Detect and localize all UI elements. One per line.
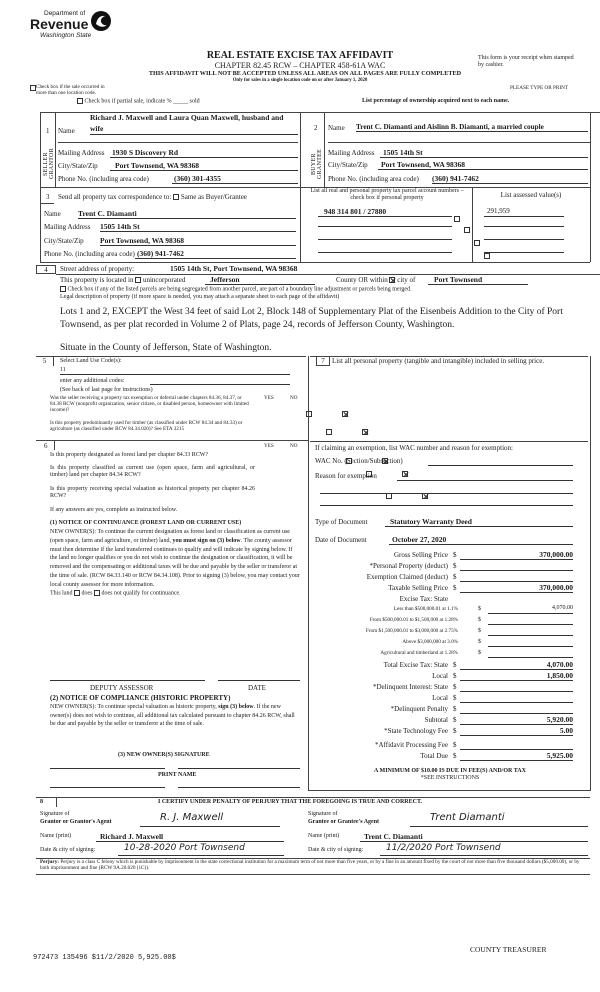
currency-symbol: $	[478, 650, 481, 656]
document-date-field[interactable]: October 27, 2020	[389, 535, 573, 545]
segregated-parcel-label: Check box if any of the listed parcels are being segregated from another parcel, are part of a boundary line adjustment or parcels being merged.	[67, 286, 412, 293]
delinquent-interest-local-field[interactable]	[460, 693, 573, 703]
assessed-value-field[interactable]	[484, 217, 564, 227]
tier-value-field[interactable]	[488, 627, 573, 636]
perjury-notice-text: Perjury is a class C felony which is punishable by imprisonment in the state correctional institution for a maximum term of not more than five years, or by a fine in an amount fixed by the court of not more than five thousand dollars ($5,000.00), or by both imprisonment and fine (RCW 9A.20.020 (1C)).	[40, 859, 580, 871]
seller-name-line1[interactable]: Richard J. Maxwell and Laura Quan Maxwell, husband and	[90, 113, 284, 122]
correspondence-name-label: Name	[44, 210, 61, 218]
seller-side-label: SELLER GRANTOR	[43, 148, 55, 180]
parcel-number-field[interactable]	[318, 217, 452, 227]
personal-property-checkbox[interactable]	[464, 227, 470, 233]
city-of-label: city of	[397, 276, 416, 284]
exemption-reason-line3[interactable]	[320, 497, 573, 506]
currency-symbol: $	[453, 584, 457, 592]
state-technology-fee-field[interactable]: 5.00	[460, 726, 573, 736]
buyer-phone-label: Phone No. (including area code)	[328, 175, 419, 183]
assessed-value-field[interactable]	[484, 230, 564, 240]
grantor-name-print-label: Name (print)	[40, 833, 72, 839]
grantor-date-city-label: Date & city of signing:	[40, 847, 96, 853]
personal-property-label: List all personal property (tangible and intangible) included in selling price.	[332, 357, 545, 365]
logo-washington-state: Washington State	[40, 32, 92, 39]
seller-section-number: 1	[46, 127, 50, 135]
section5-question-exemption: Was the seller receiving a property tax exemption or deferral under chapters 84.36, 84.37, or 84.38 RCW (nonprofit organization, senior citizen, or disabled person, homeowner with limited income)?	[50, 395, 249, 413]
section5-question-timber: Is this property predominantly used for timber (as classified under RCW 84.34 and 84.33) or agriculture (as classified under RCW 84.34.020)? See ETA 3215	[50, 420, 243, 432]
currency-symbol: $	[453, 573, 457, 581]
deputy-assessor-signature-line[interactable]	[50, 680, 205, 681]
correspondence-phone-field[interactable]: (360) 941-7462	[135, 249, 296, 259]
perjury-notice-label: Perjury:	[40, 859, 60, 865]
additional-codes-label: enter any additional codes:	[60, 378, 125, 384]
section5-yes-header: YES	[264, 395, 274, 401]
grantee-date-city-label: Date & city of signing:	[308, 847, 364, 853]
exemption-reason-label: Reason for exemption	[315, 472, 377, 480]
notice-continuance-body	[50, 528, 300, 590]
gross-selling-price-field[interactable]: 370,000.00	[460, 550, 573, 560]
perjury-notice	[40, 860, 590, 872]
affidavit-processing-fee-field[interactable]	[460, 740, 573, 750]
affidavit-processing-fee-label: *Affidavit Processing Fee	[375, 741, 448, 749]
currency-symbol: $	[453, 683, 457, 691]
subtotal-field[interactable]: 5,920.00	[460, 715, 573, 725]
assessed-value-field[interactable]	[484, 243, 564, 253]
situate-text[interactable]: Situate in the County of Jefferson, State of Washington.	[60, 343, 272, 353]
county-treasurer-label: COUNTY TREASURER	[470, 945, 547, 954]
exemption-claimed-label: Exemption Claimed (deduct)	[366, 573, 448, 581]
notice-continuance-body-a: NEW OWNER(S): To continue the current designation as forest land or classification as current use (open space, farm and agriculture, or timber) land,	[50, 529, 290, 544]
document-type-label: Type of Document	[315, 518, 368, 526]
correspondence-label	[58, 193, 247, 202]
tier-label: Agricultural and timberland at 1.28%	[380, 650, 458, 656]
logo-revenue: Revenue	[30, 16, 89, 32]
buyer-phone-field[interactable]: (360) 941-7462	[432, 174, 588, 184]
section5-no-header: NO	[290, 395, 298, 401]
correspondence-address-field[interactable]: 1505 14th St	[100, 222, 296, 232]
notice-continuance-title: (1) NOTICE OF CONTINUANCE (FOREST LAND OR CURRENT USE)	[50, 520, 242, 526]
parcels-header: List all real and personal property tax parcel account numbers – check box if personal property	[310, 188, 464, 202]
grantee-signature-label-1: Signature of	[308, 811, 338, 817]
delinquent-penalty-field[interactable]	[460, 704, 573, 714]
parcel-number-field[interactable]: 948 314 801 / 27880	[318, 207, 452, 217]
correspondence-section-number: 3	[46, 193, 50, 201]
exemption-yes-checkbox[interactable]	[306, 411, 312, 417]
currency-symbol: $	[453, 705, 457, 713]
print-name-line[interactable]	[178, 787, 300, 788]
print-name-label: PRINT NAME	[158, 772, 197, 778]
tier-value-field[interactable]	[488, 616, 573, 625]
correspondence-name-field[interactable]: Trent C. Diamanti	[78, 209, 296, 219]
delinquent-interest-local-label: Local	[432, 694, 448, 702]
does-not-qualify-checkbox[interactable]	[94, 590, 100, 596]
taxable-selling-price-field[interactable]: 370,000.00	[460, 583, 573, 593]
buyer-address-label: Mailing Address	[328, 149, 375, 157]
seller-address-field[interactable]: 1930 S Discovery Rd	[110, 148, 298, 158]
currency-symbol: $	[478, 628, 481, 634]
delinquent-interest-state-field[interactable]	[460, 682, 573, 692]
partial-sale-label: Check box if partial sale, indicate % _____ sold	[84, 98, 200, 105]
assessor-date-label: DATE	[248, 684, 266, 692]
tier-value-field[interactable]: 4,070.00	[488, 605, 573, 614]
seller-city-label: City/State/Zip	[58, 162, 98, 170]
gross-selling-price-label: Gross Selling Price	[393, 551, 448, 559]
parcel-number-field[interactable]	[318, 243, 452, 253]
this-land-label: This land	[50, 590, 73, 597]
legal-description-label: Legal description of property (if more space is needed, you may attach a separate sheet to each page of the affidavit)	[60, 294, 340, 300]
notice-continuance-bold: you must sign on (3) below	[172, 537, 241, 544]
currency-symbol: $	[453, 672, 457, 680]
excise-local-label: Local	[432, 672, 448, 680]
tier-value-field[interactable]	[488, 649, 573, 658]
perjury-certification: I CERTIFY UNDER PENALTY OF PERJURY THAT THE FOREGOING IS TRUE AND CORRECT.	[158, 799, 423, 805]
dor-swirl-icon	[90, 10, 112, 32]
currency-symbol: $	[478, 639, 481, 645]
segregated-parcel-checkbox[interactable]	[60, 286, 66, 292]
county-field[interactable]: Jefferson	[205, 275, 315, 285]
section6-number: 6	[44, 442, 48, 450]
correspondence-city-field[interactable]: Port Townsend, WA 98368	[100, 236, 296, 246]
section6-yes-header: YES	[264, 443, 274, 449]
document-date-label: Date of Document	[315, 536, 367, 544]
partial-sale-box[interactable]	[77, 98, 83, 104]
currency-symbol: $	[453, 694, 457, 702]
wac-number-field[interactable]	[428, 457, 573, 466]
form-title: REAL ESTATE EXCISE TAX AFFIDAVIT	[206, 50, 394, 61]
assessed-value-field[interactable]: 291,959	[484, 207, 564, 217]
grantor-signature-label-1: Signature of	[40, 811, 70, 817]
assessed-value-header: List assessed value(s)	[500, 191, 562, 199]
exemption-reason-line2[interactable]	[320, 485, 573, 494]
dor-logo	[30, 10, 110, 46]
see-instructions-note: *SEE INSTRUCTIONS	[420, 775, 480, 781]
tier-label: Above $3,000,000 at 3.0%	[402, 639, 458, 645]
personal-property-checkbox[interactable]	[454, 216, 460, 222]
section8-number: 8	[40, 799, 43, 805]
currency-symbol: $	[478, 606, 481, 612]
total-excise-state-label: Total Excise Tax: State	[383, 661, 448, 669]
buyer-address-field[interactable]: 1505 14th St	[380, 148, 588, 158]
does-qualify-checkbox[interactable]	[74, 590, 80, 596]
personal-property-field[interactable]	[332, 380, 582, 438]
land-use-label: Select Land Use Code(s):	[60, 358, 122, 364]
currency-symbol: $	[453, 752, 457, 760]
section5-number: 5	[36, 357, 54, 366]
section5-instructions: (See back of last page for instructions)	[60, 387, 153, 393]
grantor-name-print-field[interactable]: Richard J. Maxwell	[96, 832, 284, 842]
notice-continuance-body-b: . The county assessor must then determine if the land transferred continues to qualify and will indicate by signing below. If the land no longer qualifies or you do not wish to continue the designation or classification, it will be removed and the compensating or additional taxes will be due and payable by the seller or transferor at the time of sale. (RCW 84.33.140 or RCW 84.34.108). Prior to signing (3) below, you may contact your local county assessor for more information.	[50, 537, 300, 588]
does-not-label: does not qualify for continuance.	[101, 590, 181, 597]
section6-question-forest: Is this property designated as forest land per chapter 84.33 RCW?	[50, 452, 209, 458]
ownership-note: List percentage of ownership acquired next to each name.	[362, 98, 510, 104]
currency-symbol: $	[453, 562, 457, 570]
total-due-field[interactable]: 5,925.00	[460, 751, 573, 761]
notice-compliance-bold: sign (3) below	[218, 704, 254, 710]
delinquent-penalty-label: *Delinquent Penalty	[390, 705, 448, 713]
additional-codes-field[interactable]	[150, 378, 290, 385]
parcel-number-field[interactable]	[318, 230, 452, 240]
unincorporated-label: unincorporated	[142, 276, 186, 284]
form-only-for: Only for sales in a single location code on or after January 1, 2020	[232, 78, 368, 83]
total-excise-state-field[interactable]: 4,070.00	[460, 660, 573, 670]
document-type-field[interactable]: Statutory Warranty Deed	[385, 517, 573, 527]
excise-tax-state-label: Excise Tax: State	[399, 595, 448, 603]
grantee-name-print-label: Name (print)	[308, 833, 340, 839]
state-technology-fee-label: *State Technology Fee	[384, 727, 448, 735]
section7-number: 7	[316, 357, 330, 366]
currency-symbol: $	[453, 741, 457, 749]
if-yes-instruction: If any answers are yes, complete as instructed below.	[50, 507, 178, 513]
subtotal-label: Subtotal	[424, 716, 448, 724]
currency-symbol: $	[478, 617, 481, 623]
seller-city-field[interactable]: Port Townsend, WA 98368	[110, 161, 298, 171]
notice-compliance-body-b: . If the new owner(s) does not wish to continue, all additional tax calculated pursuant to chapter 84.26 RCW, shall be due and payable by the seller or transferor at the time of sale.	[50, 704, 295, 727]
correspondence-address-label: Mailing Address	[44, 223, 91, 231]
exemption-reason-field[interactable]	[397, 472, 573, 481]
county-or-within-row	[336, 276, 415, 285]
please-type-or-print: PLEASE TYPE OR PRINT	[510, 85, 568, 91]
section6-no-header: NO	[290, 443, 298, 449]
buyer-section-number: 2	[314, 124, 318, 132]
currency-symbol: $	[453, 661, 457, 669]
street-address-label: Street address of property:	[60, 265, 135, 273]
legal-description-text[interactable]: Lots 1 and 2, EXCEPT the West 34 feet of said Lot 2, Block 148 of Supplementary Plat of the Eisenbeis Addition to the City of Port Townsend, as per plat recorded in Volume 2 of Plats, page 24, records of Jefferson County, Washington.	[60, 307, 563, 330]
grantee-date-city-field[interactable]: 11/2/2020 Port Townsend	[380, 843, 588, 856]
buyer-city-label: City/State/Zip	[328, 161, 368, 169]
grantee-signature-label-2: Grantee or Grantee's Agent	[308, 819, 380, 825]
grantor-date-city-field[interactable]: 10-28-2020 Port Townsend	[118, 843, 284, 856]
multi-location-label: Check box if the sale occurred in more than one location code.	[36, 84, 105, 96]
segregated-parcel-row	[60, 286, 412, 294]
tier-label: Less than $500,000.01 at 1.1%	[393, 606, 458, 612]
minimum-due-note: A MINIMUM OF $10.00 IS DUE IN FEE(S) AND/OR TAX	[374, 768, 526, 774]
seller-name-label: Name	[58, 127, 75, 135]
street-address-field[interactable]: 1505 14th St, Port Townsend, WA 98368	[170, 264, 298, 273]
buyer-side-label: BUYER GRANTEE	[311, 148, 323, 180]
correspondence-label-text: Send all property tax correspondence to:	[58, 193, 172, 201]
form-subtitle: CHAPTER 82.45 RCW – CHAPTER 458-61A WAC	[214, 61, 386, 70]
same-as-buyer-checkbox[interactable]	[173, 194, 179, 200]
multi-location-checkbox[interactable]	[36, 85, 116, 97]
seller-phone-field[interactable]: (360) 301-4355	[172, 174, 298, 184]
county-or-within-label: County OR within	[336, 276, 388, 284]
unincorporated-checkbox[interactable]	[135, 277, 141, 283]
within-city-checkbox[interactable]	[389, 277, 395, 283]
buyer-city-field[interactable]: Port Townsend, WA 98368	[378, 160, 588, 170]
tier-label: From $500,000.01 to $1,500,000 at 1.28%	[369, 617, 458, 623]
land-use-code-field[interactable]: 11	[60, 367, 290, 375]
seller-name-line2[interactable]: wife	[90, 124, 298, 135]
seller-address-label: Mailing Address	[58, 149, 105, 157]
grantee-name-print-field[interactable]: Trent C. Diamanti	[360, 832, 588, 842]
multi-location-box[interactable]	[30, 85, 36, 91]
receipt-stamp: 972473 135496 $11/2/2020 5,925.00$	[33, 954, 176, 962]
delinquent-interest-state-label: *Delinquent Interest: State	[372, 683, 448, 691]
logo-dept-of: Department of	[44, 10, 86, 17]
notice-compliance-body	[50, 703, 300, 729]
new-owner-signature-label: (3) NEW OWNER(S) SIGNATURE	[118, 752, 210, 758]
located-in-label: This property is located in	[60, 276, 134, 284]
new-owner-print-name-line[interactable]	[178, 768, 300, 769]
located-in-row	[60, 276, 185, 285]
grantee-signature-field[interactable]: Trent Diamanti	[410, 812, 588, 827]
notice-compliance-title: (2) NOTICE OF COMPLIANCE (HISTORIC PROPERTY)	[50, 694, 231, 702]
receipt-note: This form is your receipt when stamped by cashier.	[478, 55, 574, 69]
partial-sale-checkbox[interactable]	[77, 98, 200, 106]
deputy-assessor-label: DEPUTY ASSESSOR	[90, 684, 154, 692]
taxable-selling-price-label: Taxable Selling Price	[388, 584, 448, 592]
city-field[interactable]: Port Townsend	[428, 275, 528, 285]
personal-property-deduct-label: *Personal Property (deduct)	[369, 562, 448, 570]
same-as-buyer-label: Same as Buyer/Grantee	[180, 193, 247, 201]
currency-symbol: $	[453, 551, 457, 559]
section6-question-current-use: Is this property classified as current use (open space, farm and agricultural, or timber) land per chapter 84.34 RCW?	[50, 465, 255, 479]
personal-property-checkbox[interactable]	[474, 240, 480, 246]
tier-label: From $1,500,000.01 to $3,000,000 at 2.75%	[365, 628, 458, 634]
exemption-instruction: If claiming an exemption, list WAC number and reason for exemption:	[315, 444, 513, 452]
new-owner-signature-line[interactable]	[50, 768, 165, 769]
form-warning: THIS AFFIDAVIT WILL NOT BE ACCEPTED UNLESS ALL AREAS ON ALL PAGES ARE FULLY COMPLETED	[148, 70, 462, 77]
notice-compliance-body-a: NEW OWNER(S): To continue special valuation as historic property,	[50, 704, 219, 710]
property-section-number: 4	[36, 265, 56, 274]
seller-phone-label: Phone No. (including area code)	[58, 175, 149, 183]
section6-question-historic: Is this property receiving special valuation as historical property per chapter 84.26 RCW?	[50, 486, 255, 500]
continuance-qualify-row	[50, 590, 181, 598]
buyer-name-field[interactable]: Trent C. Diamanti and Aislinn B. Diamanti, a married couple	[356, 123, 588, 132]
exemption-claimed-field[interactable]	[460, 572, 573, 582]
does-label: does	[81, 590, 93, 597]
correspondence-phone-label: Phone No. (including area code)	[44, 250, 135, 258]
signature-line[interactable]	[50, 787, 165, 788]
grantor-signature-label-2: Grantor or Grantor's Agent	[40, 819, 112, 825]
assessor-date-line[interactable]	[218, 680, 300, 681]
currency-symbol: $	[453, 716, 457, 724]
personal-property-checkbox[interactable]	[484, 253, 490, 259]
total-due-label: Total Due	[420, 752, 448, 760]
personal-property-deduct-field[interactable]	[460, 561, 573, 571]
excise-local-field[interactable]: 1,850.00	[460, 671, 573, 681]
grantor-signature-field[interactable]: R. J. Maxwell	[140, 812, 280, 827]
tier-value-field[interactable]	[488, 638, 573, 647]
correspondence-city-label: City/State/Zip	[44, 237, 84, 245]
wac-number-label: WAC No. (Section/Subsection)	[315, 457, 403, 465]
currency-symbol: $	[453, 727, 457, 735]
buyer-name-label: Name	[328, 124, 345, 132]
